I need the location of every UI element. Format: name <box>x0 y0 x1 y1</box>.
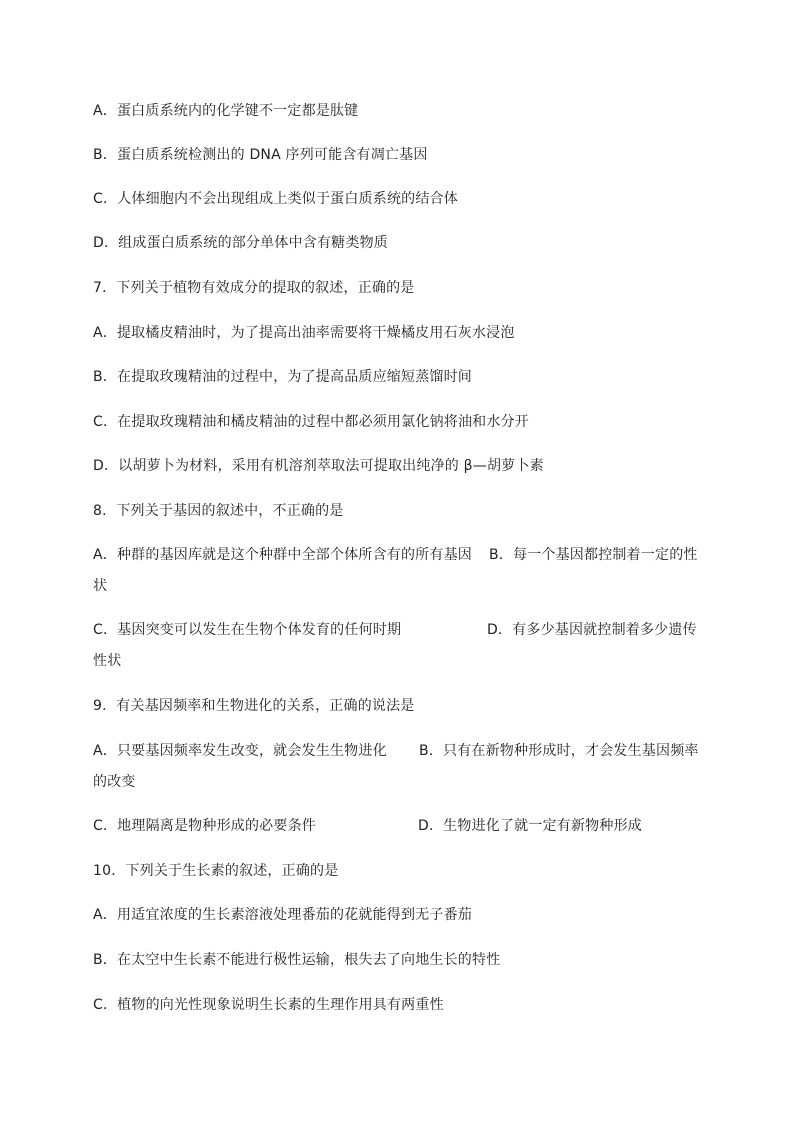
q8-option-a: A．种群的基因库就是这个种群中全部个体所含有的所有基因 <box>93 547 472 563</box>
q8-option-c: C．基因突变可以发生在生物个体发育的任何时期 <box>93 622 402 638</box>
q10-stem: 10．下列关于生长素的叙述，正确的是 <box>93 863 339 879</box>
q8-option-d: D．有多少基因就控制着多少遗传 <box>487 622 697 638</box>
q6-option-d: D．组成蛋白质系统的部分单体中含有糖类物质 <box>93 235 388 251</box>
q6-option-b: B．蛋白质系统检测出的 DNA 序列可能含有凋亡基因 <box>93 147 428 163</box>
q8-option-b: B．每一个基因都控制着一定的性 <box>489 547 698 563</box>
q7-option-d: D．以胡萝卜为材料，采用有机溶剂萃取法可提取出纯净的 β—胡萝卜素 <box>93 458 544 474</box>
q9-option-d: D．生物进化了就一定有新物种形成 <box>418 818 642 834</box>
q7-option-c: C．在提取玫瑰精油和橘皮精油的过程中都必须用氯化钠将油和水分开 <box>93 414 529 430</box>
q9-option-c: C．地理隔离是物种形成的必要条件 <box>93 818 316 834</box>
q10-option-a: A．用适宜浓度的生长素溶液处理番茄的花就能得到无子番茄 <box>93 907 472 923</box>
q6-option-c: C．人体细胞内不会出现组成上类似于蛋白质系统的结合体 <box>93 191 458 207</box>
q7-stem: 7．下列关于植物有效成分的提取的叙述，正确的是 <box>93 280 415 296</box>
q6-option-a: A．蛋白质系统内的化学键不一定都是肽键 <box>93 103 359 119</box>
q9-stem: 9．有关基因频率和生物进化的关系，正确的说法是 <box>93 698 415 714</box>
q7-option-a: A．提取橘皮精油时，为了提高出油率需要将干燥橘皮用石灰水浸泡 <box>93 325 515 341</box>
q7-option-b: B．在提取玫瑰精油的过程中，为了提高品质应缩短蒸馏时间 <box>93 369 473 385</box>
q9-option-a: A．只要基因频率发生改变，就会发生生物进化 <box>93 743 387 759</box>
q9-option-b-continued: 的改变 <box>93 774 136 790</box>
q9-option-b: B．只有在新物种形成时，才会发生基因频率 <box>419 743 699 759</box>
q10-option-c: C．植物的向光性现象说明生长素的生理作用具有两重性 <box>93 997 444 1013</box>
q8-option-b-continued: 状 <box>93 578 108 594</box>
q8-option-d-continued: 性状 <box>93 653 122 669</box>
q10-option-b: B．在太空中生长素不能进行极性运输，根失去了向地生长的特性 <box>93 952 501 968</box>
q8-stem: 8．下列关于基因的叙述中，不正确的是 <box>93 503 344 519</box>
